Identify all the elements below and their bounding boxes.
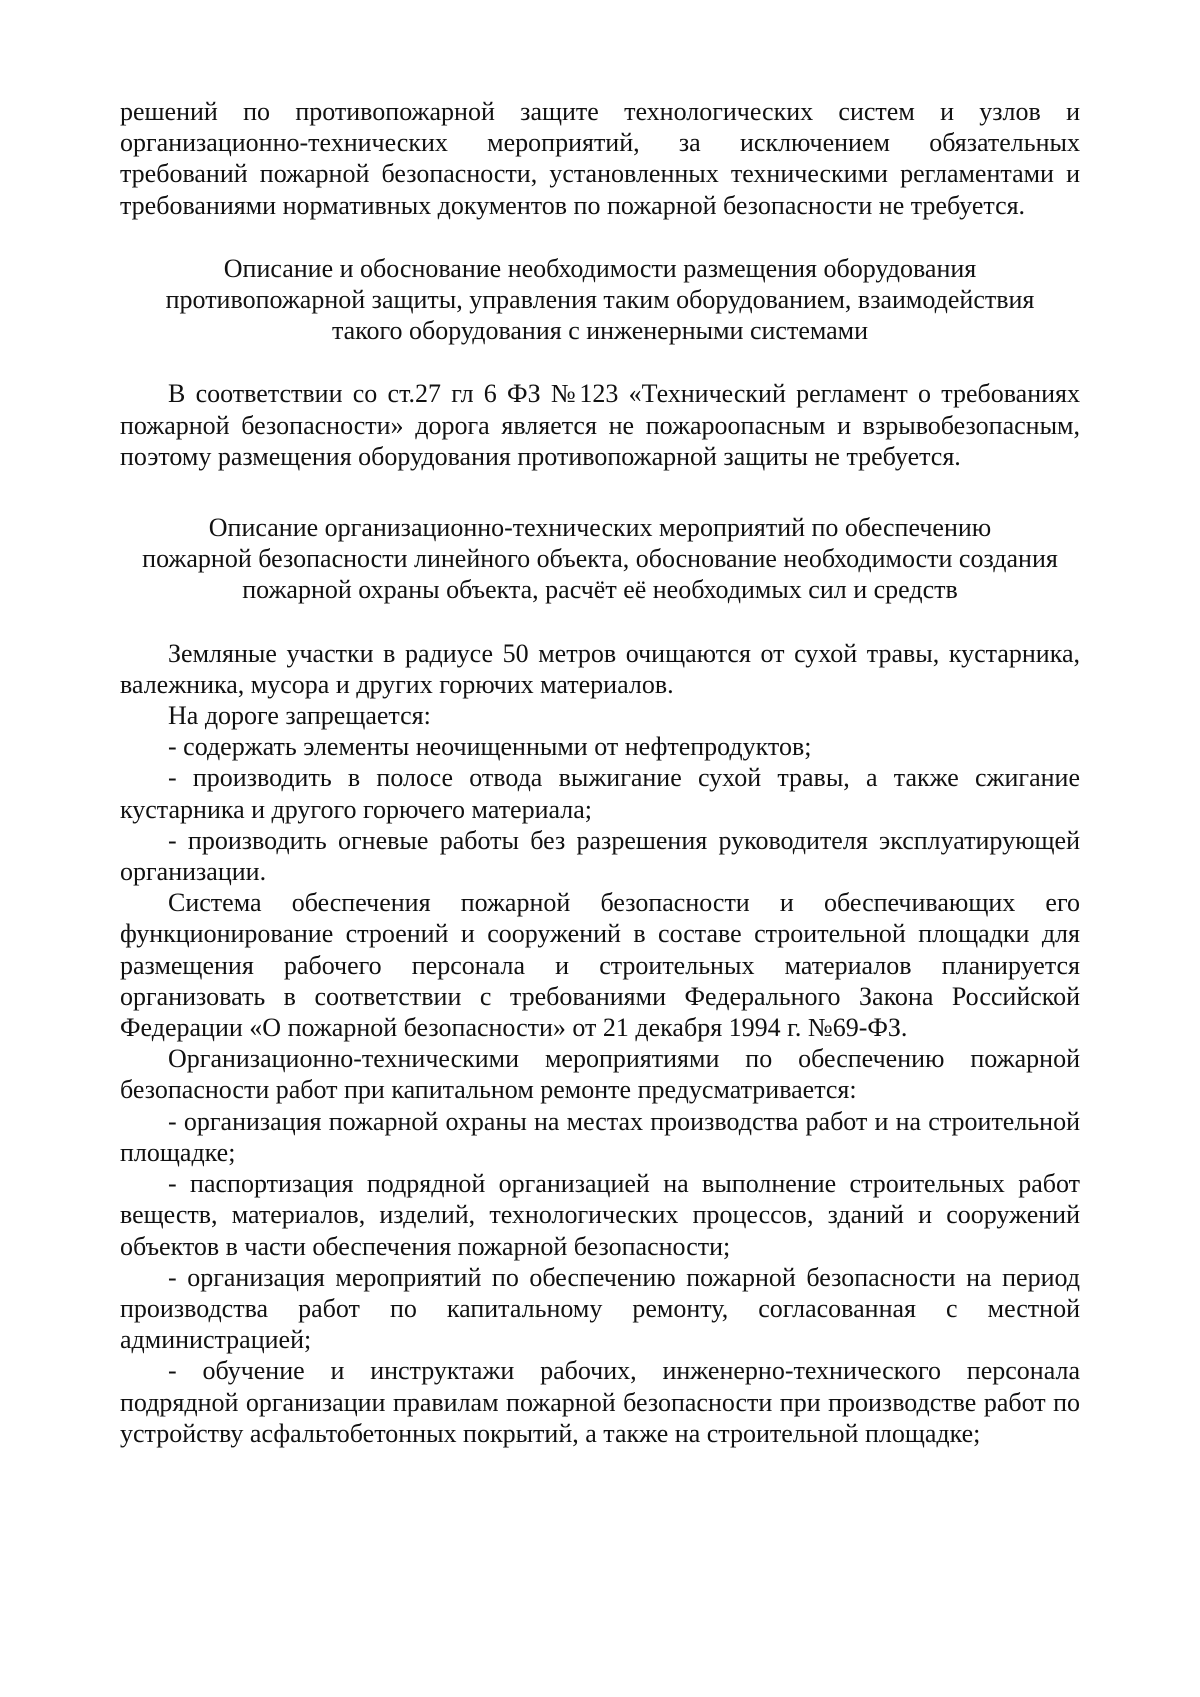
paragraph-safety-system: Система обеспечения пожарной безопасности и обеспечивающих его функционирование строений и сооружений в составе строительной площадки для размещения рабочего персонала и строительных материалов планируется организовать в соответствии с требованиями Федерального Закона Российской Федерации «О пожарной безопасности» от 21 декабря 1994 г. №69-ФЗ. — [120, 888, 1080, 1043]
heading-line: Описание и обоснование необходимости размещения оборудования — [223, 253, 977, 283]
list-item-measure: - паспортизация подрядной организацией на выполнение строительных работ веществ, материалов, изделий, технологических процессов, зданий и сооружений объектов в части обеспечения пожарной безопасности; — [120, 1169, 1080, 1261]
list-item-measure: - обучение и инструктажи рабочих, инженерно-технического персонала подрядной организации правилам пожарной безопасности при производстве работ по устройству асфальтобетонных покрытий, а также на строительной площадке; — [120, 1356, 1080, 1448]
list-item-prohibited: - производить огневые работы без разрешения руководителя эксплуатирующей организации. — [120, 825, 1080, 887]
section-paragraph: В соответствии со ст.27 гл 6 ФЗ №123 «Технический регламент о требованиях пожарной безопасности» дорога является не пожароопасным и взрывобезопасным, поэтому размещения оборудования противопожарной защиты не требуется. — [120, 379, 1080, 471]
paragraph-measures-intro: Организационно-техническими мероприятиями по обеспечению пожарной безопасности работ при капитальном ремонте предусматривается: — [120, 1044, 1080, 1105]
heading-line: такого оборудования с инженерными системами — [331, 316, 869, 346]
paragraph-prohibited-intro: На дороге запрещается: — [168, 701, 431, 731]
list-item-prohibited: - производить в полосе отвода выжигание сухой травы, а также сжигание кустарника и другого горючего материала; — [120, 763, 1080, 824]
list-item-measure: - организация мероприятий по обеспечению пожарной безопасности на период производства работ по капитальному ремонту, согласованная с местной администрацией; — [120, 1262, 1080, 1355]
heading-line: пожарной безопасности линейного объекта, обоснование необходимости создания — [142, 544, 1058, 574]
section-heading-equipment-placement — [120, 253, 1080, 347]
section-heading-organizational-measures — [120, 512, 1080, 606]
heading-line: пожарной охраны объекта, расчёт её необходимых сил и средств — [242, 575, 958, 605]
heading-line: противопожарной защиты, управления таким оборудованием, взаимодействия — [165, 285, 1035, 315]
list-item-measure: - организация пожарной охраны на местах производства работ и на строительной площадке; — [120, 1106, 1080, 1167]
document-page — [120, 96, 1080, 1449]
paragraph-earth-areas: Земляные участки в радиусе 50 метров очищаются от сухой травы, кустарника, валежника, мусора и других горючих материалов. — [120, 638, 1080, 699]
heading-line: Описание организационно-технических мероприятий по обеспечению — [208, 513, 992, 543]
continuation-paragraph: решений по противопожарной защите технологических систем и узлов и организационно-технических мероприятий, за исключением обязательных требований пожарной безопасности, установленных техническими регламентами и требованиями нормативных документов по пожарной безопасности не требуется. — [120, 97, 1080, 220]
list-item-prohibited: - содержать элементы неочищенными от нефтепродуктов; — [168, 732, 812, 762]
